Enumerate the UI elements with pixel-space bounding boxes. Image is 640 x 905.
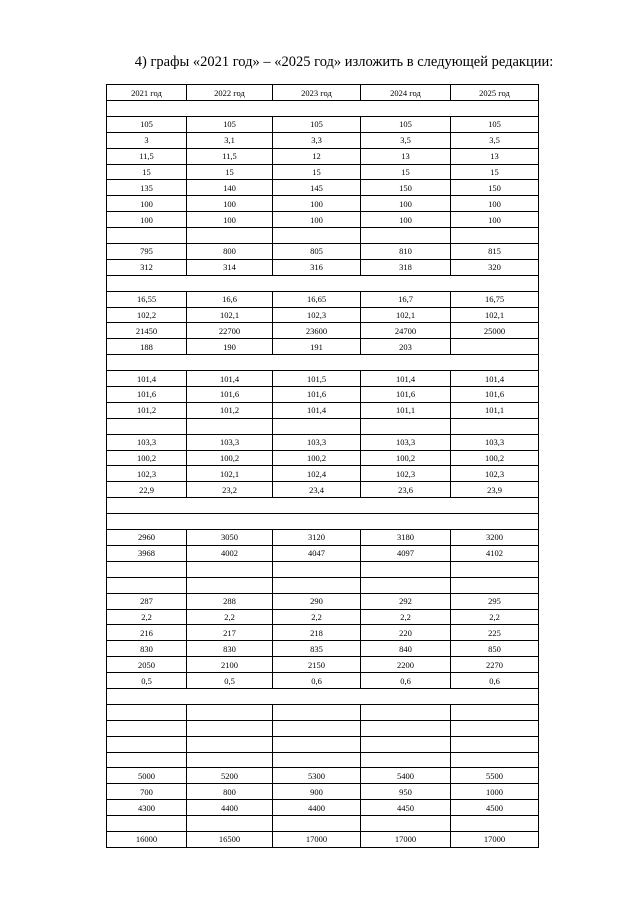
table-cell: 815: [451, 244, 539, 260]
table-cell: [451, 561, 539, 577]
table-cell: 100: [451, 212, 539, 228]
table-cell: [361, 228, 451, 244]
table-cell: 800: [187, 784, 273, 800]
table-cell: 0,5: [187, 673, 273, 689]
table-cell: 16500: [187, 831, 273, 847]
table-cell: [187, 816, 273, 832]
table-cell: 100,2: [273, 450, 361, 466]
table-cell: 102,3: [107, 466, 187, 482]
table-cell: 105: [451, 116, 539, 132]
table-cell: 100: [273, 212, 361, 228]
table-cell: 101,4: [187, 371, 273, 387]
table-row: [107, 625, 539, 641]
table-cell: 101,2: [187, 402, 273, 418]
table-row: [107, 418, 539, 434]
table-cell: [107, 561, 187, 577]
table-cell: 4097: [361, 545, 451, 561]
table-row: [107, 561, 539, 577]
section-cell: [107, 355, 539, 371]
table-cell: 810: [361, 244, 451, 260]
amendment-heading: 4) графы «2021 год» – «2025 год» изложить в следующей редакции:: [134, 54, 554, 70]
table-cell: 100,2: [451, 450, 539, 466]
table-cell: 292: [361, 593, 451, 609]
table-cell: [451, 418, 539, 434]
table-cell: [107, 816, 187, 832]
table-row: [107, 434, 539, 450]
table-cell: 830: [107, 641, 187, 657]
table-row: [107, 339, 539, 355]
table-row: [107, 323, 539, 339]
table-cell: 830: [187, 641, 273, 657]
table-cell: 100: [187, 196, 273, 212]
table-row: [107, 831, 539, 847]
table-cell: [361, 418, 451, 434]
table-cell: 17000: [361, 831, 451, 847]
table-cell: 2960: [107, 530, 187, 546]
table-cell: 191: [273, 339, 361, 355]
table-cell: 23,2: [187, 482, 273, 498]
table-cell: 140: [187, 180, 273, 196]
table-cell: 100: [273, 196, 361, 212]
table-cell: 4300: [107, 800, 187, 816]
table-cell: 11,5: [187, 148, 273, 164]
table-cell: 3200: [451, 530, 539, 546]
table-cell: 102,1: [187, 466, 273, 482]
table-row: [107, 450, 539, 466]
table-row: [107, 180, 539, 196]
table-cell: 17000: [273, 831, 361, 847]
table-cell: 4400: [273, 800, 361, 816]
table-cell: [107, 418, 187, 434]
table-cell: 15: [187, 164, 273, 180]
table-cell: 11,5: [107, 148, 187, 164]
table-cell: 13: [451, 148, 539, 164]
indicators-table: [106, 84, 539, 848]
table-cell: 22700: [187, 323, 273, 339]
table-cell: 225: [451, 625, 539, 641]
table-cell: [187, 720, 273, 736]
table-cell: [273, 561, 361, 577]
column-header: 2024 год: [361, 85, 451, 101]
table-cell: 102,2: [107, 307, 187, 323]
table-row: [107, 720, 539, 736]
table-cell: 21450: [107, 323, 187, 339]
table-cell: [273, 228, 361, 244]
table-cell: 3,1: [187, 132, 273, 148]
table-row: [107, 800, 539, 816]
table-cell: 101,6: [107, 387, 187, 403]
table-section-row: [107, 101, 539, 117]
table-row: [107, 228, 539, 244]
table-cell: [451, 720, 539, 736]
table-cell: 2200: [361, 657, 451, 673]
table-row: [107, 530, 539, 546]
table-cell: 100: [107, 212, 187, 228]
table-cell: [273, 418, 361, 434]
table-cell: 22,9: [107, 482, 187, 498]
table-cell: 100: [361, 196, 451, 212]
table-cell: 101,4: [107, 371, 187, 387]
table-cell: 2,2: [451, 609, 539, 625]
section-cell: [107, 498, 539, 514]
table-cell: [187, 577, 273, 593]
table-cell: 0,5: [107, 673, 187, 689]
table-cell: 220: [361, 625, 451, 641]
table-cell: 100,2: [187, 450, 273, 466]
table-cell: 4400: [187, 800, 273, 816]
table-cell: [451, 339, 539, 355]
table-cell: 145: [273, 180, 361, 196]
table-cell: [107, 736, 187, 752]
table-row: [107, 641, 539, 657]
table-cell: 188: [107, 339, 187, 355]
table-cell: 101,5: [273, 371, 361, 387]
table-cell: 5300: [273, 768, 361, 784]
table-cell: 25000: [451, 323, 539, 339]
table-cell: 12: [273, 148, 361, 164]
table-cell: [361, 752, 451, 768]
table-cell: 101,6: [451, 387, 539, 403]
column-header: 2023 год: [273, 85, 361, 101]
table-cell: 3180: [361, 530, 451, 546]
table-row: [107, 657, 539, 673]
table-cell: 2,2: [107, 609, 187, 625]
table-cell: 101,1: [361, 402, 451, 418]
table-cell: 700: [107, 784, 187, 800]
table-row: [107, 402, 539, 418]
table-cell: 102,3: [361, 466, 451, 482]
table-cell: 950: [361, 784, 451, 800]
table-cell: 17000: [451, 831, 539, 847]
table-cell: [451, 736, 539, 752]
table-cell: 102,3: [451, 466, 539, 482]
table-cell: 320: [451, 259, 539, 275]
table-cell: 900: [273, 784, 361, 800]
table-cell: 5500: [451, 768, 539, 784]
table-row: [107, 609, 539, 625]
table-cell: 287: [107, 593, 187, 609]
table-row: [107, 196, 539, 212]
table-cell: 290: [273, 593, 361, 609]
table-cell: 101,6: [361, 387, 451, 403]
table-cell: 5200: [187, 768, 273, 784]
table-cell: 24700: [361, 323, 451, 339]
table-cell: 216: [107, 625, 187, 641]
table-cell: [361, 577, 451, 593]
table-cell: 103,3: [361, 434, 451, 450]
table-cell: [107, 752, 187, 768]
table-cell: [361, 704, 451, 720]
table-cell: [273, 720, 361, 736]
table-cell: [451, 577, 539, 593]
table-row: [107, 784, 539, 800]
table-cell: 190: [187, 339, 273, 355]
table-cell: 102,1: [361, 307, 451, 323]
table-cell: 795: [107, 244, 187, 260]
table-cell: 3968: [107, 545, 187, 561]
table-cell: 2100: [187, 657, 273, 673]
table-cell: 102,3: [273, 307, 361, 323]
table-cell: 3,5: [451, 132, 539, 148]
table-cell: 103,3: [451, 434, 539, 450]
section-cell: [107, 101, 539, 117]
table-section-row: [107, 498, 539, 514]
table-cell: [187, 736, 273, 752]
table-row: [107, 259, 539, 275]
table-cell: [187, 704, 273, 720]
table-row: [107, 577, 539, 593]
table-cell: 2050: [107, 657, 187, 673]
table-cell: 23600: [273, 323, 361, 339]
table-cell: 103,3: [273, 434, 361, 450]
section-cell: [107, 688, 539, 704]
table-cell: 15: [451, 164, 539, 180]
table-row: [107, 164, 539, 180]
table-cell: [361, 561, 451, 577]
section-cell: [107, 275, 539, 291]
table-cell: 23,9: [451, 482, 539, 498]
table-cell: 101,4: [451, 371, 539, 387]
table-cell: 800: [187, 244, 273, 260]
table-cell: [273, 704, 361, 720]
table-cell: 105: [107, 116, 187, 132]
table-cell: 101,4: [273, 402, 361, 418]
table-cell: 150: [451, 180, 539, 196]
table-cell: 3050: [187, 530, 273, 546]
table-cell: 15: [273, 164, 361, 180]
column-header: 2025 год: [451, 85, 539, 101]
table-cell: 316: [273, 259, 361, 275]
table-cell: 835: [273, 641, 361, 657]
table-cell: [187, 228, 273, 244]
table-cell: 318: [361, 259, 451, 275]
table-cell: 4102: [451, 545, 539, 561]
table-cell: 105: [361, 116, 451, 132]
table-cell: 840: [361, 641, 451, 657]
table-row: [107, 673, 539, 689]
table-cell: [451, 704, 539, 720]
table-cell: [451, 228, 539, 244]
table-cell: [273, 736, 361, 752]
table-cell: 2,2: [273, 609, 361, 625]
table-cell: 16,55: [107, 291, 187, 307]
table-cell: 16,65: [273, 291, 361, 307]
table-cell: 3,5: [361, 132, 451, 148]
table-header-row: [107, 85, 539, 101]
table-cell: 2270: [451, 657, 539, 673]
table-cell: [107, 577, 187, 593]
table-row: [107, 816, 539, 832]
table-section-row: [107, 514, 539, 530]
table-cell: 2,2: [187, 609, 273, 625]
table-cell: 16,7: [361, 291, 451, 307]
table-cell: 100: [187, 212, 273, 228]
table-row: [107, 704, 539, 720]
table-cell: 101,1: [451, 402, 539, 418]
table-cell: 1000: [451, 784, 539, 800]
table-cell: 218: [273, 625, 361, 641]
table-cell: 0,6: [451, 673, 539, 689]
table-cell: 4047: [273, 545, 361, 561]
table-cell: 3: [107, 132, 187, 148]
table-cell: [107, 228, 187, 244]
table-cell: 203: [361, 339, 451, 355]
table-row: [107, 116, 539, 132]
table-cell: 100,2: [107, 450, 187, 466]
table-cell: 288: [187, 593, 273, 609]
table-cell: 217: [187, 625, 273, 641]
table-cell: [107, 720, 187, 736]
table-row: [107, 148, 539, 164]
table-cell: 13: [361, 148, 451, 164]
column-header: 2021 год: [107, 85, 187, 101]
table-cell: 101,6: [187, 387, 273, 403]
section-cell: [107, 514, 539, 530]
table-row: [107, 736, 539, 752]
table-cell: 16000: [107, 831, 187, 847]
table-cell: 4500: [451, 800, 539, 816]
table-cell: 15: [361, 164, 451, 180]
table-cell: 23,4: [273, 482, 361, 498]
table-cell: 16,75: [451, 291, 539, 307]
table-row: [107, 307, 539, 323]
table-cell: [187, 561, 273, 577]
table-cell: 103,3: [107, 434, 187, 450]
table-cell: [187, 418, 273, 434]
table-cell: 100: [361, 212, 451, 228]
table-cell: 15: [107, 164, 187, 180]
table-cell: [361, 736, 451, 752]
table-cell: 105: [187, 116, 273, 132]
table-cell: 314: [187, 259, 273, 275]
table-cell: 100: [107, 196, 187, 212]
table-row: [107, 291, 539, 307]
table-cell: 135: [107, 180, 187, 196]
table-cell: 2,2: [361, 609, 451, 625]
table-cell: [273, 577, 361, 593]
table-cell: 312: [107, 259, 187, 275]
table-cell: 100,2: [361, 450, 451, 466]
table-row: [107, 482, 539, 498]
table-cell: 16,6: [187, 291, 273, 307]
table-cell: 5400: [361, 768, 451, 784]
table-cell: [273, 816, 361, 832]
table-row: [107, 593, 539, 609]
table-cell: 4002: [187, 545, 273, 561]
table-section-row: [107, 688, 539, 704]
table-cell: 100: [451, 196, 539, 212]
table-cell: 3,3: [273, 132, 361, 148]
table-cell: 4450: [361, 800, 451, 816]
table-cell: [451, 816, 539, 832]
table-cell: [361, 720, 451, 736]
table-row: [107, 212, 539, 228]
table-cell: 150: [361, 180, 451, 196]
table-cell: 102,1: [451, 307, 539, 323]
table-cell: 2150: [273, 657, 361, 673]
table-row: [107, 545, 539, 561]
table-cell: 805: [273, 244, 361, 260]
table-cell: [361, 816, 451, 832]
table-cell: [273, 752, 361, 768]
table-cell: 3120: [273, 530, 361, 546]
table-cell: 101,4: [361, 371, 451, 387]
table-cell: 5000: [107, 768, 187, 784]
table-cell: [451, 752, 539, 768]
table-cell: 850: [451, 641, 539, 657]
table-row: [107, 387, 539, 403]
table-cell: 102,1: [187, 307, 273, 323]
table-cell: 103,3: [187, 434, 273, 450]
table-row: [107, 132, 539, 148]
table-cell: 101,6: [273, 387, 361, 403]
table-cell: 105: [273, 116, 361, 132]
table-row: [107, 244, 539, 260]
table-section-row: [107, 355, 539, 371]
table-cell: [187, 752, 273, 768]
table-cell: 295: [451, 593, 539, 609]
table-cell: 0,6: [273, 673, 361, 689]
table-row: [107, 371, 539, 387]
column-header: 2022 год: [187, 85, 273, 101]
table-cell: 23,6: [361, 482, 451, 498]
table-row: [107, 768, 539, 784]
table-cell: [107, 704, 187, 720]
table-cell: 101,2: [107, 402, 187, 418]
table-row: [107, 752, 539, 768]
table-cell: 102,4: [273, 466, 361, 482]
table-cell: 0,6: [361, 673, 451, 689]
table-section-row: [107, 275, 539, 291]
table-row: [107, 466, 539, 482]
